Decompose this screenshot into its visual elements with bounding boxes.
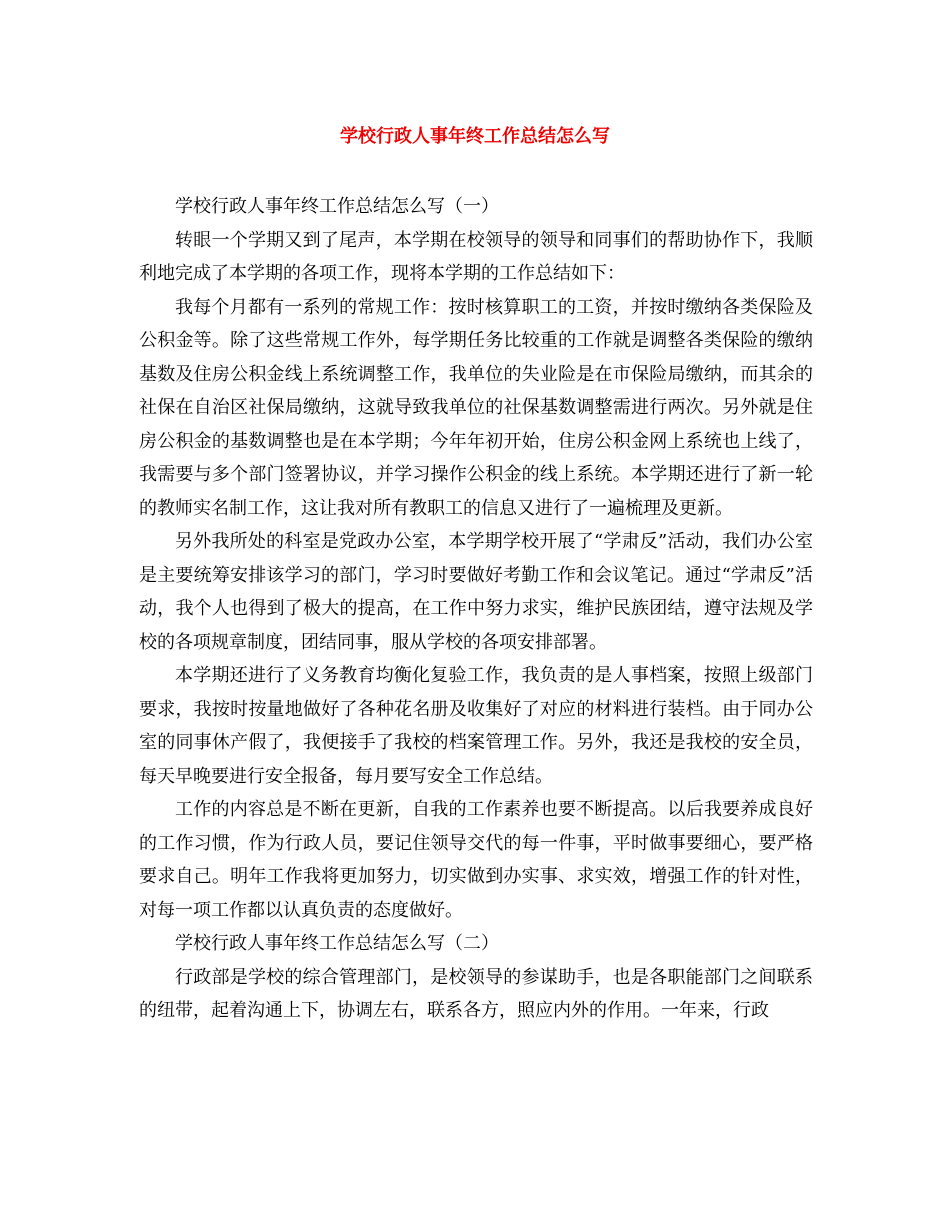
body-paragraph: 工作的内容总是不断在更新，自我的工作素养也要不断提高。以后我要养成良好的工作习惯，作为行政人员，要记住领导交代的每一件事，平时做事要细心，要严格要求自己。明年工作我将更加努力，切实做到办实事、求实效，增强工作的针对性，对每一项工作都以认真负责的态度做好。 <box>139 799 813 921</box>
body-paragraph: 本学期还进行了义务教育均衡化复验工作，我负责的是人事档案，按照上级部门要求，我按时按量地做好了各种花名册及收集好了对应的材料进行装档。由于同办公室的同事休产假了，我便接手了我校的档案管理工作。另外，我还是我校的安全员，每天早晚要进行安全报备，每月要写安全工作总结。 <box>139 665 813 787</box>
body-paragraph: 另外我所处的科室是党政办公室，本学期学校开展了“学肃反”活动，我们办公室是主要统筹安排该学习的部门，学习时要做好考勤工作和会议笔记。通过“学肃反”活动，我个人也得到了极大的提高，在工作中努力求实，维护民族团结，遵守法规及学校的各项规章制度，团结同事，服从学校的各项安排部署。 <box>139 531 813 653</box>
body-paragraph: 行政部是学校的综合管理部门，是校领导的参谋助手，也是各职能部门之间联系的纽带，起着沟通上下，协调左右，联系各方，照应内外的作用。一年来，行政 <box>139 966 813 1021</box>
section-heading-1: 学校行政人事年终工作总结怎么写（一） <box>175 196 499 217</box>
document-body <box>139 190 813 1028</box>
body-paragraph: 转眼一个学期又到了尾声，本学期在校领导的领导和同事们的帮助协作下，我顺利地完成了本学期的各项工作，现将本学期的工作总结如下： <box>139 229 813 284</box>
section-heading-2: 学校行政人事年终工作总结怎么写（二） <box>175 933 499 954</box>
body-paragraph: 我每个月都有一系列的常规工作：按时核算职工的工资，并按时缴纳各类保险及公积金等。除了这些常规工作外，每学期任务比较重的工作就是调整各类保险的缴纳基数及住房公积金线上系统调整工作，我单位的失业险是在市保险局缴纳，而其余的社保在自治区社保局缴纳，这就导致我单位的社保基数调整需进行两次。另外就是住房公积金的基数调整也是在本学期；今年年初开始，住房公积金网上系统也上线了，我需要与多个部门签署协议，并学习操作公积金的线上系统。本学期还进行了新一轮的教师实名制工作，这让我对所有教职工的信息又进行了一遍梳理及更新。 <box>139 296 813 519</box>
document-title: 学校行政人事年终工作总结怎么写 <box>340 126 610 147</box>
